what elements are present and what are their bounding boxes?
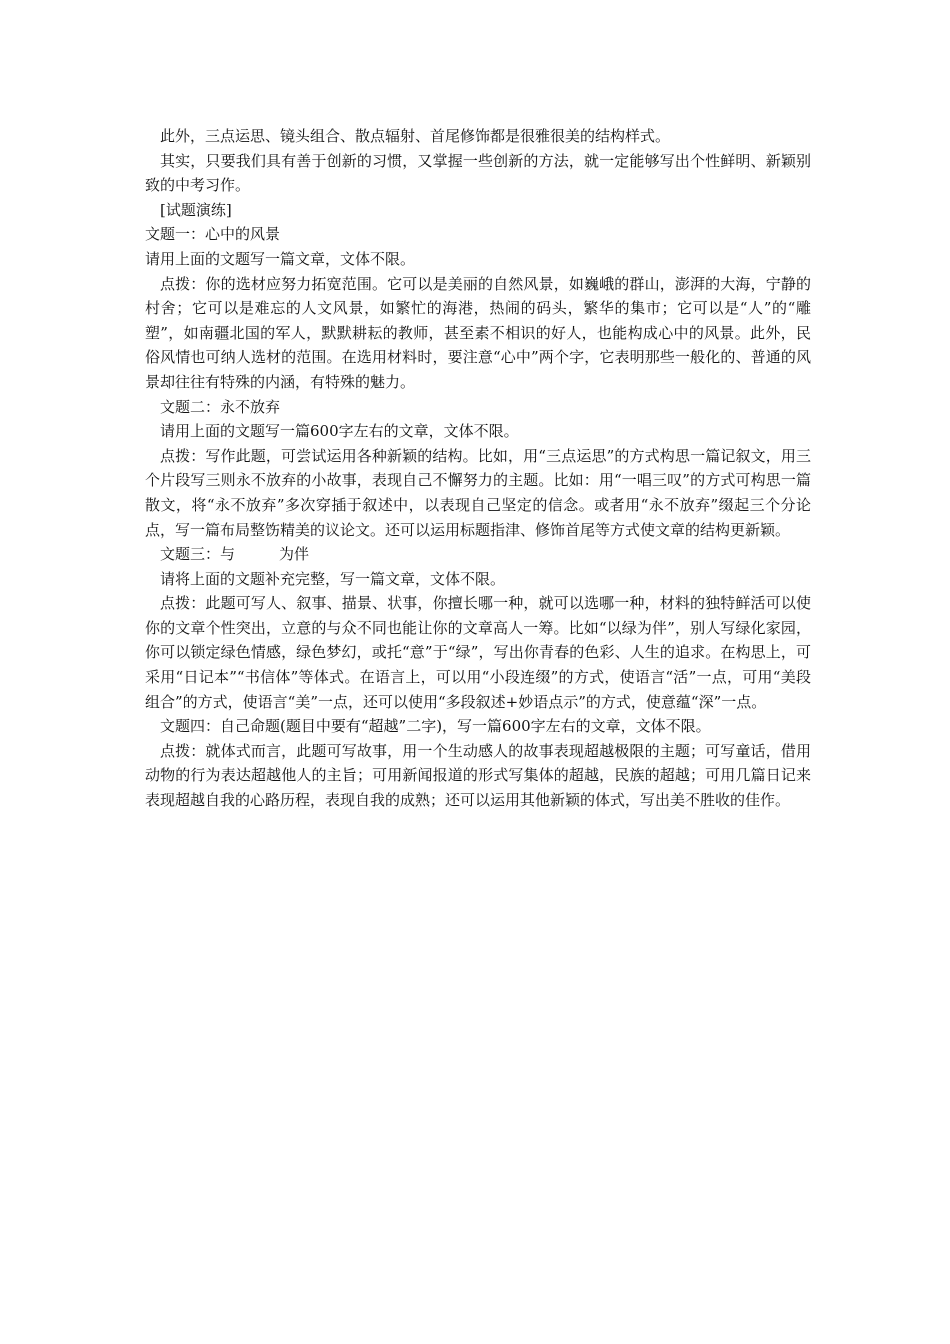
topic-three-tip: 点拨：此题可写人、叙事、描景、状事，你擅长哪一种，就可以选哪一种，材料的独特鲜活可以使你的文章个性突出，立意的与众不同也能让你的文章高人一筹。比如“以绿为伴”，别人写绿化家园，你可以锁定绿色情感，绿色梦幻，或托“意”于“绿”，写出你青春的色彩、人生的追求。在构思上，可采用“日记本”“书信体”等体式。在语言上，可以用“小段连缀”的方式，使语言“活”一点，可用“美段组合”的方式，使语言“美”一点，还可以使用“多段叙述+妙语点示”的方式，使意蕴“深”一点。 [145, 594, 811, 711]
topic-two-tip: 点拨：写作此题，可尝试运用各种新颖的结构。比如，用“三点运思”的方式构思一篇记叙文，用三个片段写三则永不放弃的小故事，表现自己不懈努力的主题。比如：用“一唱三叹”的方式可构思一篇散文，将“永不放弃”多次穿插于叙述中，以表现自己坚定的信念。或者用“永不放弃”缀起三个分论点，写一篇布局整饬精美的议论文。还可以运用标题指津、修饰首尾等方式使文章的结构更新颖。 [145, 446, 811, 539]
topic-one-title: 文题一：心中的风景 [145, 225, 281, 244]
document-body [145, 124, 811, 813]
topic-two-title: 文题二：永不放弃 [160, 397, 281, 416]
section-heading-practice: [试题演练] [160, 200, 232, 219]
topic-three-title [145, 542, 811, 567]
topic-four-tip: 点拨：就体式而言，此题可写故事，用一个生动感人的故事表现超越极限的主题；可写童话，借用动物的行为表达超越他人的主旨；可用新闻报道的形式写集体的超越，民族的超越；可用几篇日记来表现超越自我的心路历程，表现自我的成熟；还可以运用其他新颖的体式，写出美不胜收的佳作。 [145, 741, 811, 810]
topic-three-instruction: 请将上面的文题补充完整，写一篇文章，文体不限。 [160, 569, 506, 588]
paragraph-conclusion: 其实，只要我们具有善于创新的习惯，又掌握一些创新的方法，就一定能够写出个性鲜明、新颖别致的中考习作。 [145, 151, 811, 195]
paragraph-structure-styles: 此外，三点运思、镜头组合、散点辐射、首尾修饰都是很雅很美的结构样式。 [160, 127, 671, 145]
topic-four-title: 文题四：自己命题(题目中要有“超越”二字)，写一篇600字左右的文章，文体不限。 [160, 717, 711, 736]
topic-two-instruction: 请用上面的文题写一篇600字左右的文章，文体不限。 [160, 422, 519, 441]
topic-three-title-suffix: 为伴 [279, 545, 310, 564]
topic-one-tip: 点拨：你的选材应努力拓宽范围。它可以是美丽的自然风景，如巍峨的群山，澎湃的大海，宁静的村舍；它可以是难忘的人文风景，如繁忙的海港，热闹的码头，繁华的集市；它可以是“人”的“雕塑”，如南疆北国的军人，默默耕耘的教师，甚至素不相识的好人，也能构成心中的风景。此外，民俗风情也可纳人选材的范围。在选用材料时，要注意“心中”两个字，它表明那些一般化的、普通的风景却往往有特殊的内涵，有特殊的魅力。 [145, 274, 811, 391]
topic-three-title-prefix: 文题三：与 [160, 545, 236, 564]
topic-one-instruction: 请用上面的文题写一篇文章，文体不限。 [145, 249, 416, 268]
